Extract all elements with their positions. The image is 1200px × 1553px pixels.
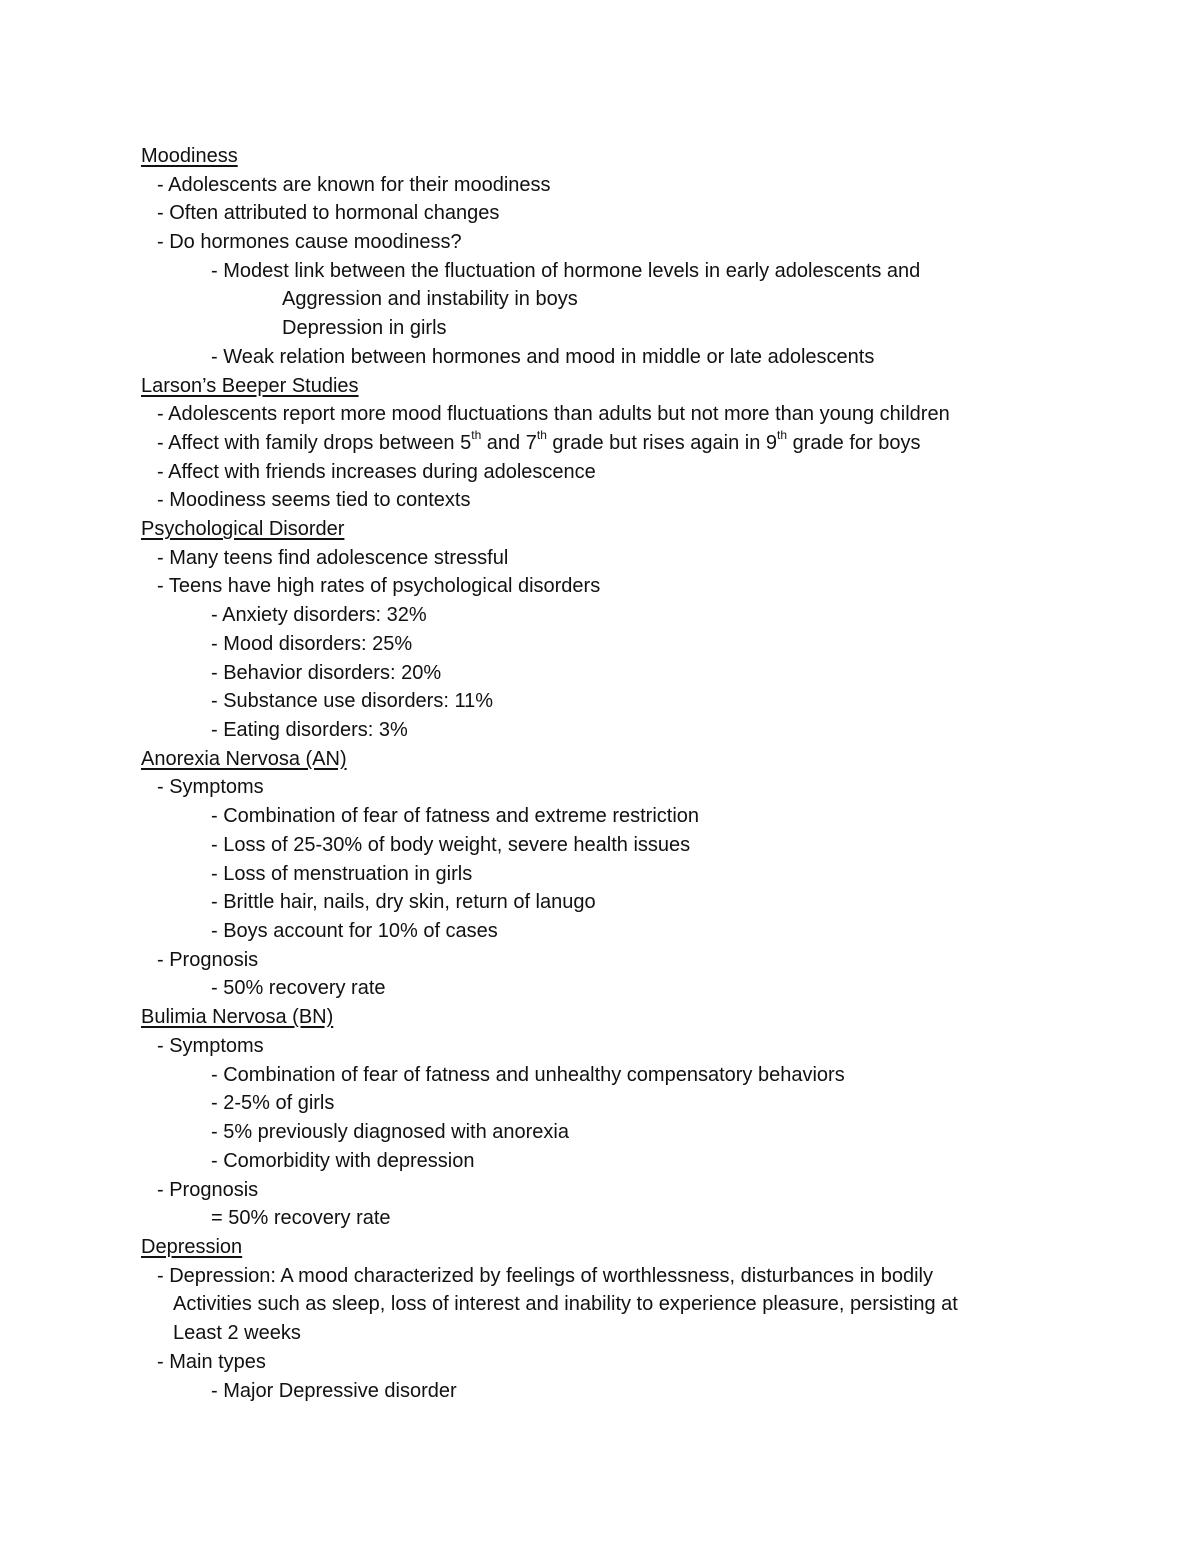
text-line: - Adolescents are known for their moodiness bbox=[157, 174, 551, 196]
text-line: - Teens have high rates of psychological disorders bbox=[157, 575, 601, 597]
text-part: grade for boys bbox=[787, 432, 921, 454]
text-line: - Behavior disorders: 20% bbox=[211, 662, 442, 684]
text-line: Least 2 weeks bbox=[173, 1322, 301, 1344]
text-line: - Combination of fear of fatness and extreme restriction bbox=[211, 805, 700, 827]
text-line: - Boys account for 10% of cases bbox=[211, 920, 498, 942]
text-line: - Modest link between the fluctuation of hormone levels in early adolescents and bbox=[211, 260, 921, 282]
text-line: - Many teens find adolescence stressful bbox=[157, 547, 509, 569]
text-line: - Major Depressive disorder bbox=[211, 1380, 457, 1402]
superscript: th bbox=[536, 428, 547, 443]
text-line: - Combination of fear of fatness and unhealthy compensatory behaviors bbox=[211, 1064, 845, 1086]
text-line: - Loss of 25-30% of body weight, severe health issues bbox=[211, 834, 691, 856]
text-line: Activities such as sleep, loss of interest and inability to experience pleasure, persisting at bbox=[173, 1293, 958, 1315]
text-line: Aggression and instability in boys bbox=[282, 288, 578, 310]
text-line: = 50% recovery rate bbox=[211, 1207, 391, 1229]
text-line: - Eating disorders: 3% bbox=[211, 719, 408, 741]
heading-depression: Depression bbox=[141, 1236, 243, 1258]
text-line: - Main types bbox=[157, 1351, 266, 1373]
text-line: - Symptoms bbox=[157, 776, 264, 798]
text-line: - Moodiness seems tied to contexts bbox=[157, 489, 471, 511]
text-line: - Mood disorders: 25% bbox=[211, 633, 413, 655]
text-line: - Often attributed to hormonal changes bbox=[157, 202, 500, 224]
heading-moodiness: Moodiness bbox=[141, 145, 238, 167]
heading-larson-beeper-studies: Larson’s Beeper Studies bbox=[141, 375, 359, 397]
heading-bulimia-nervosa: Bulimia Nervosa (BN) bbox=[141, 1006, 334, 1028]
heading-anorexia-nervosa: Anorexia Nervosa (AN) bbox=[141, 748, 347, 770]
superscript: th bbox=[471, 428, 482, 443]
text-line: - 2-5% of girls bbox=[211, 1092, 335, 1114]
superscript: th bbox=[777, 428, 788, 443]
text-line: - Weak relation between hormones and mood in middle or late adolescents bbox=[211, 346, 875, 368]
text-line: - Symptoms bbox=[157, 1035, 264, 1057]
text-part: grade but rises again in 9 bbox=[546, 432, 778, 454]
text-part: and 7 bbox=[481, 432, 537, 454]
text-line: - Prognosis bbox=[157, 949, 259, 971]
text-line: - Anxiety disorders: 32% bbox=[211, 604, 427, 626]
text-line: - Affect with friends increases during adolescence bbox=[157, 461, 596, 483]
text-line: - 5% previously diagnosed with anorexia bbox=[211, 1121, 569, 1143]
text-line: - Prognosis bbox=[157, 1179, 259, 1201]
text-line: - Comorbidity with depression bbox=[211, 1150, 475, 1172]
heading-psychological-disorder: Psychological Disorder bbox=[141, 518, 345, 540]
text-line: - Brittle hair, nails, dry skin, return of lanugo bbox=[211, 891, 596, 913]
text-line: - Adolescents report more mood fluctuations than adults but not more than young children bbox=[157, 403, 950, 425]
text-line: Depression in girls bbox=[282, 317, 447, 339]
text-line: - Depression: A mood characterized by feelings of worthlessness, disturbances in bodily bbox=[157, 1265, 933, 1287]
text-line-family-affect bbox=[157, 429, 920, 457]
text-line: - Substance use disorders: 11% bbox=[211, 690, 494, 712]
text-line: - Do hormones cause moodiness? bbox=[157, 231, 462, 253]
text-line: - 50% recovery rate bbox=[211, 977, 386, 999]
text-part: - Affect with family drops between 5 bbox=[157, 432, 472, 454]
text-line: - Loss of menstruation in girls bbox=[211, 863, 473, 885]
